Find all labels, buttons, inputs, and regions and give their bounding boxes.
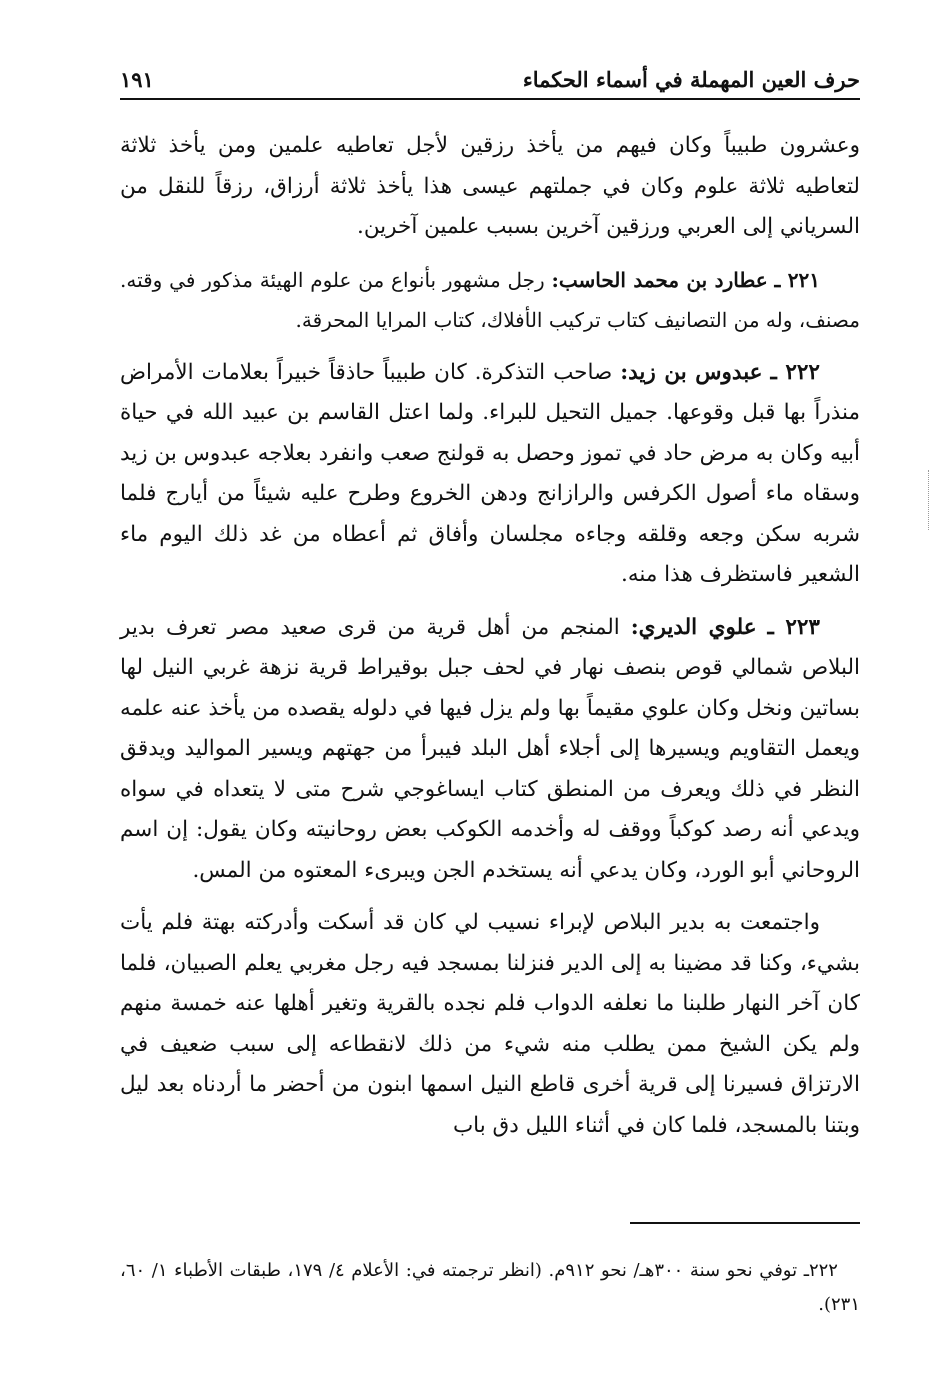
entry-name: عبدوس بن زيد: — [620, 359, 763, 385]
entry-number: ٢٢٣ ـ — [767, 614, 820, 640]
entry-name: علوي الديري: — [630, 614, 757, 640]
page-body — [120, 126, 860, 1158]
footnote: ٢٢٢ـ توفي نحو سنة ٣٠٠هـ/ نحو ٩١٢م. (انظر ترجمته في: الأعلام ٤/ ١٧٩، طبقات الأطباء ١/ ٦٠، ٢٣١). — [120, 1260, 860, 1315]
entry-number: ٢٢١ ـ — [774, 267, 821, 292]
running-header — [120, 56, 860, 100]
paragraph-continuation: وعشرون طبيباً وكان فيهم من يأخذ رزقين لأجل تعاطيه علمين ومن يأخذ ثلاثة لتعاطيه ثلاثة علوم وكان في جملتهم عيسى هذا يأخذ ثلاثة أرزاق، رزقاً للنقل من السرياني إلى العربي ورزقين آخرين بسبب علمين آخرين. — [120, 133, 860, 239]
footnote-divider — [630, 1222, 860, 1224]
entry-text: صاحب التذكرة. كان طبيباً حاذقاً خبيراً بعلامات الأمراض منذراً بها قبل وقوعها. جميل التحيل للبراء. ولما اعتل القاسم بن عبيد الله في حياة أبيه وكان به مرض حاد في تموز وحصل به قولنج صعب وانفرد بعلاجه عبدوس بن زيد وسقاه ماء أصول الكرفس والرازانج ودهن الخروع وطرح عليه شيئاً من أيارج فلما شربه سكن وجعه وقلقه وجاءه مجلسان وأفاق ثم أعطاه من غد ذلك اليوم ماء الشعير فاستظرف هذا منه. — [120, 359, 860, 587]
entry-text: المنجم من أهل قرية من قرى صعيد مصر تعرف بدير البلاص شمالي قوص بنصف نهار في لحف جبل بوقيراط قرية نزهة غربي النيل لها بساتين ونخل وكان علوي مقيماً بها ولم يزل فيها في دلوله يقصده من يأخذ عنه علمه ويعمل التقاويم ويسيرها إلى أجلاء أهل البلد فيبرأ من جهتهم ويسير المواليد ويدقق النظر في ذلك ويعرف من المنطق كتاب ايساغوجي شرح متى لا يتعداه في سواه ويدعي أنه رصد كوكباً ووقف له وأخدمه الكوكب بعض روحانيته وكان يقول: إن اسم الروحاني أبو الورد، وكان يدعي أنه يستخدم الجن ويبرىء المعتوه من المس. — [120, 614, 860, 883]
entry-name: عطارد بن محمد الحاسب: — [551, 267, 768, 292]
entry-text: رجل مشهور بأنواع من علوم الهيئة مذكور في وقته. مصنف، وله من التصانيف كتاب تركيب الأفلاك، كتاب المرايا المحرقة. — [120, 267, 860, 332]
page-number: ١٩١ — [120, 67, 154, 92]
entry-222 — [120, 353, 860, 596]
book-page — [120, 0, 860, 1375]
entry-number: ٢٢٢ ـ — [770, 359, 820, 385]
scan-margin-mark — [928, 470, 933, 530]
paragraph: واجتمعت به بدير البلاص لإبراء نسيب لي كان قد أسكت وأدركته بهتة فلم يأت بشيء، وكنا قد مضينا به إلى الدير فنزلنا بمسجد فيه رجل مغربي يعلم الصبيان، فلما كان آخر النهار طلبنا ما نعلفه الدواب فلم نجده بالقرية وتغير أهلها عنه خمسة منهم ولم يكن الشيخ ممن يطلب منه شيء من ذلك لانقطاعه إلى سبب ضعيف في الارتزاق فسيرنا إلى قرية أخرى قاطع النيل اسمها ابنون من أحضر ما أردناه بعد ليل وبتنا بالمسجد، فلما كان في أثناء الليل دق باب — [120, 910, 860, 1138]
entry-221 — [120, 260, 860, 341]
header-title: حرف العين المهملة في أسماء الحكماء — [522, 67, 860, 92]
entry-223 — [120, 608, 860, 892]
